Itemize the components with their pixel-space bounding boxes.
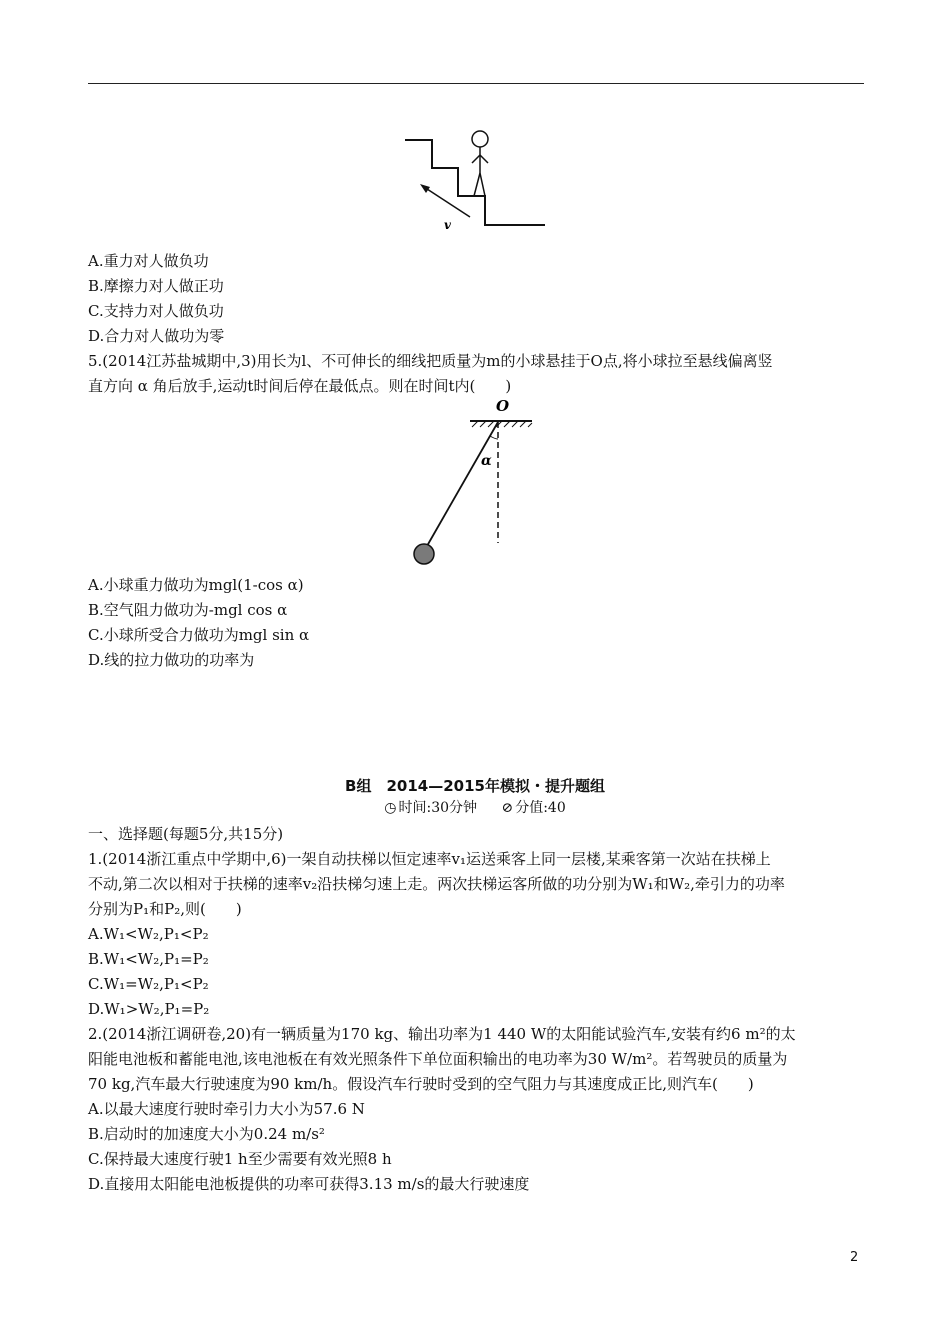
time-info: ◷ 时间:30分钟 (384, 800, 478, 816)
b1-line3: 分别为P₁和P₂,则( ) (88, 900, 242, 918)
section-meta (0, 797, 950, 817)
b2-line3: 70 kg,汽车最大行驶速度为90 km/h。假设汽车行驶时受到的空气阻力与其速度成正比,则汽车( ) (88, 1075, 754, 1093)
velocity-arrowhead (420, 184, 430, 193)
b2-option-d: D.直接用太阳能电池板提供的功率可获得3.13 m/s的最大行驶速度 (88, 1175, 530, 1193)
b1-line1: 1.(2014浙江重点中学期中,6)一架自动扶梯以恒定速率v₁运送乘客上同一层楼,某乘客第一次站在扶梯上 (88, 850, 771, 868)
b1-option-d: D.W₁>W₂,P₁=P₂ (88, 1000, 210, 1018)
section-title: B组 2014—2015年模拟・提升题组 (345, 777, 605, 795)
b1-option-c: C.W₁=W₂,P₁<P₂ (88, 975, 209, 993)
b1-option-a: A.W₁<W₂,P₁<P₂ (88, 925, 209, 943)
pivot-label: O (496, 397, 510, 415)
check-circle-icon: ⊘ (501, 800, 514, 816)
q5-stem-line1: 5.(2014江苏盐城期中,3)用长为l、不可伸长的细线把质量为m的小球悬挂于O点,将小球拉至悬线偏离竖 (88, 352, 773, 370)
b2-option-c: C.保持最大速度行驶1 h至少需要有效光照8 h (88, 1150, 392, 1168)
pendulum-figure (400, 395, 550, 570)
escalator-figure (400, 125, 550, 235)
velocity-label: v (444, 218, 451, 232)
b2-line2: 阳能电池板和蓄能电池,该电池板在有效光照条件下单位面积输出的电功率为30 W/m²。若驾驶员的质量为 (88, 1050, 788, 1068)
velocity-arrow (424, 187, 470, 217)
person-icon (472, 131, 488, 196)
stair-outline (405, 140, 545, 225)
b2-option-a: A.以最大速度行驶时牵引力大小为57.6 N (88, 1100, 365, 1118)
b1-line2: 不动,第二次以相对于扶梯的速率v₂沿扶梯匀速上走。两次扶梯运客所做的功分别为W₁和W₂,牵引力的功率 (88, 875, 785, 893)
q4-option-c: C.支持力对人做负功 (88, 302, 224, 320)
score-info: ⊘ 分值:40 (501, 800, 566, 816)
q5-option-a: A.小球重力做功为mgl(1-cos α) (88, 576, 304, 594)
q5-option-c: C.小球所受合力做功为mgl sin α (88, 626, 310, 644)
q5-option-d: D.线的拉力做功的功率为 (88, 651, 255, 669)
q5-option-b: B.空气阻力做功为-mgl cos α (88, 601, 288, 619)
angle-label: α (481, 453, 492, 469)
ball (414, 544, 434, 564)
q4-option-d: D.合力对人做功为零 (88, 327, 225, 345)
q4-option-a: A.重力对人做负功 (88, 252, 209, 270)
part-heading: 一、选择题(每题5分,共15分) (88, 825, 284, 843)
q5-stem-line2: 直方向 α 角后放手,运动t时间后停在最低点。则在时间t内( ) (88, 377, 512, 395)
b2-option-b: B.启动时的加速度大小为0.24 m/s² (88, 1125, 325, 1143)
header-rule (88, 83, 864, 84)
b1-option-b: B.W₁<W₂,P₁=P₂ (88, 950, 209, 968)
string (427, 422, 498, 546)
q4-option-b: B.摩擦力对人做正功 (88, 277, 224, 295)
page-number: 2 (850, 1250, 859, 1265)
b2-line1: 2.(2014浙江调研卷,20)有一辆质量为170 kg、输出功率为1 440 W的太阳能试验汽车,安装有约6 m²的太 (88, 1025, 796, 1043)
angle-arc (490, 436, 498, 439)
clock-icon: ◷ (384, 800, 397, 816)
